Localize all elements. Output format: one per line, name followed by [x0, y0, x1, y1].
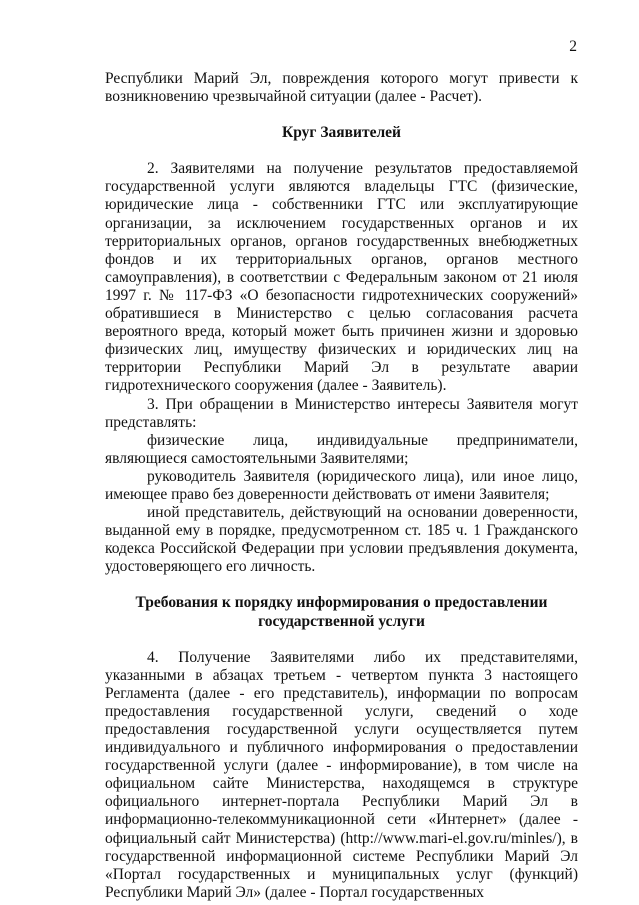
paragraph-individuals: физические лица, индивидуальные предприниматели, являющиеся самостоятельными Заявителями; — [105, 431, 578, 467]
heading-informing-line1: Требования к порядку информирования о предоставлении — [135, 594, 548, 612]
heading-informing-line2: государственной услуги — [258, 612, 425, 630]
paragraph-representatives: 3. При обращении в Министерство интересы Заявителя могут представлять: — [105, 395, 578, 431]
page-number: 2 — [569, 38, 577, 55]
heading-applicants: Круг Заявителей — [282, 124, 401, 142]
paragraph-head: руководитель Заявителя (юридического лица), или иное лицо, имеющее право без доверенности действовать от имени Заявителя; — [105, 467, 578, 503]
paragraph-applicants: 2. Заявителями на получение результатов предоставляемой государственной услуги являются владельцы ГТС (физические, юридические лица - собственники ГТС или эксплуатирующие организации, за исключением государственных органов и их территориальных органов, органов государственных внебюджетных фондов и их территориальных органов, органов местного самоуправления), в соответствии с Федеральным законом от 21 июля 1997 г. № 117-ФЗ «О безопасности гидротехнических сооружений» обратившиеся в Министерство с целью согласования расчета вероятного вреда, который может быть причинен жизни и здоровью физических лиц, имуществу физических и юридических лиц на территории Республики Марий Эл в результате аварии гидротехнического сооружения (далее - Заявитель). — [105, 160, 578, 395]
paragraph-informing: 4. Получение Заявителями либо их представителями, указанными в абзацах третьем - четвертом пункта 3 настоящего Регламента (далее - его представитель), информации по вопросам предоставления государственной услуги, сведений о ходе предоставления государственной услуги осуществляется путем индивидуального и публичного информирования о предоставлении государственной услуги (далее - информирование), в том числе на официальном сайте Министерства, находящемся в структуре официального интернет-портала Республики Марий Эл в информационно-телекоммуникационной сети «Интернет» (далее - официальный сайт Министерства) (http://www.mari-el.gov.ru/minles/), в государственной информационной системе Республики Марий Эл «Портал государственных и муниципальных услуг (функций) Республики Марий Эл» (далее - Портал государственных — [105, 648, 578, 901]
paragraph-proxy: иной представитель, действующий на основании доверенности, выданной ему в порядке, предусмотренном ст. 185 ч. 1 Гражданского кодекса Российской Федерации при условии предъявления документа, удостоверяющего его личность. — [105, 504, 578, 576]
document-body — [105, 70, 578, 902]
paragraph-continuation: Республики Марий Эл, повреждения которого могут привести к возникновению чрезвычайной ситуации (далее - Расчет). — [105, 70, 578, 106]
